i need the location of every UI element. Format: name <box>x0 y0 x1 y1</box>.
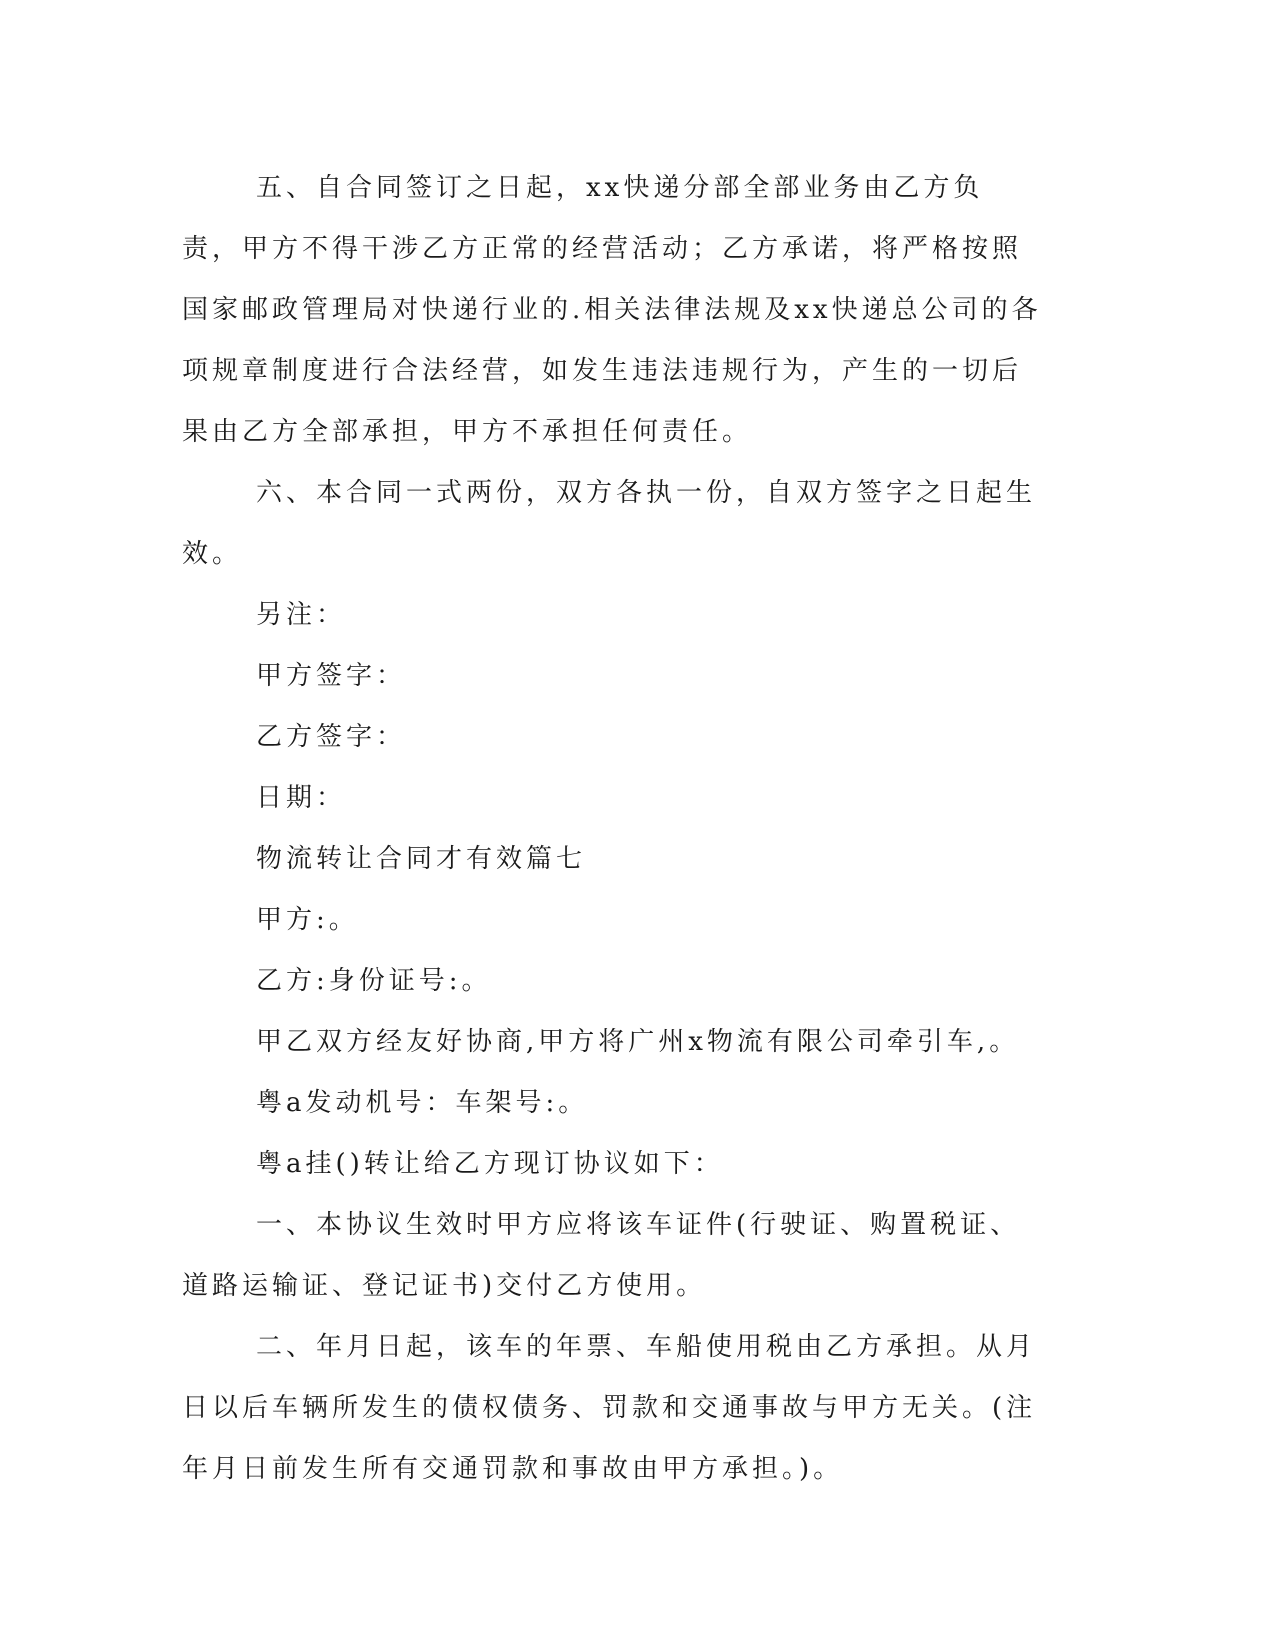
clause-five-paragraph: 五、自合同签订之日起，xx快递分部全部业务由乙方负责，甲方不得干涉乙方正常的经营活动；乙方承诺，将严格按照国家邮政管理局对快递行业的.相关法律法规及xx快递总公司的各项规章制度进行合法经营，如发生违法违规行为，产生的一切后果由乙方全部承担，甲方不承担任何责任。 <box>182 173 1042 447</box>
engine-number-line: 粤a发动机号：车架号:。 <box>256 1088 589 1118</box>
clause-six-paragraph: 六、本合同一式两份，双方各执一份，自双方签字之日起生效。 <box>182 478 1037 569</box>
party-a-line: 甲方:。 <box>256 905 359 935</box>
clause-two-paragraph: 二、年月日起，该车的年票、车船使用税由乙方承担。从月日以后车辆所发生的债权债务、罚款和交通事故与甲方无关。(注年月日前发生所有交通罚款和事故由甲方承担。)。 <box>182 1332 1037 1484</box>
section-title: 物流转让合同才有效篇七 <box>256 844 587 874</box>
clause-one-paragraph: 一、本协议生效时甲方应将该车证件(行驶证、购置税证、道路运输证、登记证书)交付乙方使用。 <box>182 1210 1021 1301</box>
party-b-line: 乙方:身份证号:。 <box>256 966 492 996</box>
date-label: 日期： <box>256 783 347 813</box>
party-b-signature-label: 乙方签字： <box>256 722 407 752</box>
note-label: 另注： <box>256 600 347 630</box>
intro-paragraph: 甲乙双方经友好协商,甲方将广州x物流有限公司牵引车,。 <box>256 1027 1020 1057</box>
party-a-signature-label: 甲方签字： <box>256 661 407 691</box>
document-body <box>182 158 1042 1500</box>
transfer-line: 粤a挂()转让给乙方现订协议如下： <box>256 1149 724 1179</box>
